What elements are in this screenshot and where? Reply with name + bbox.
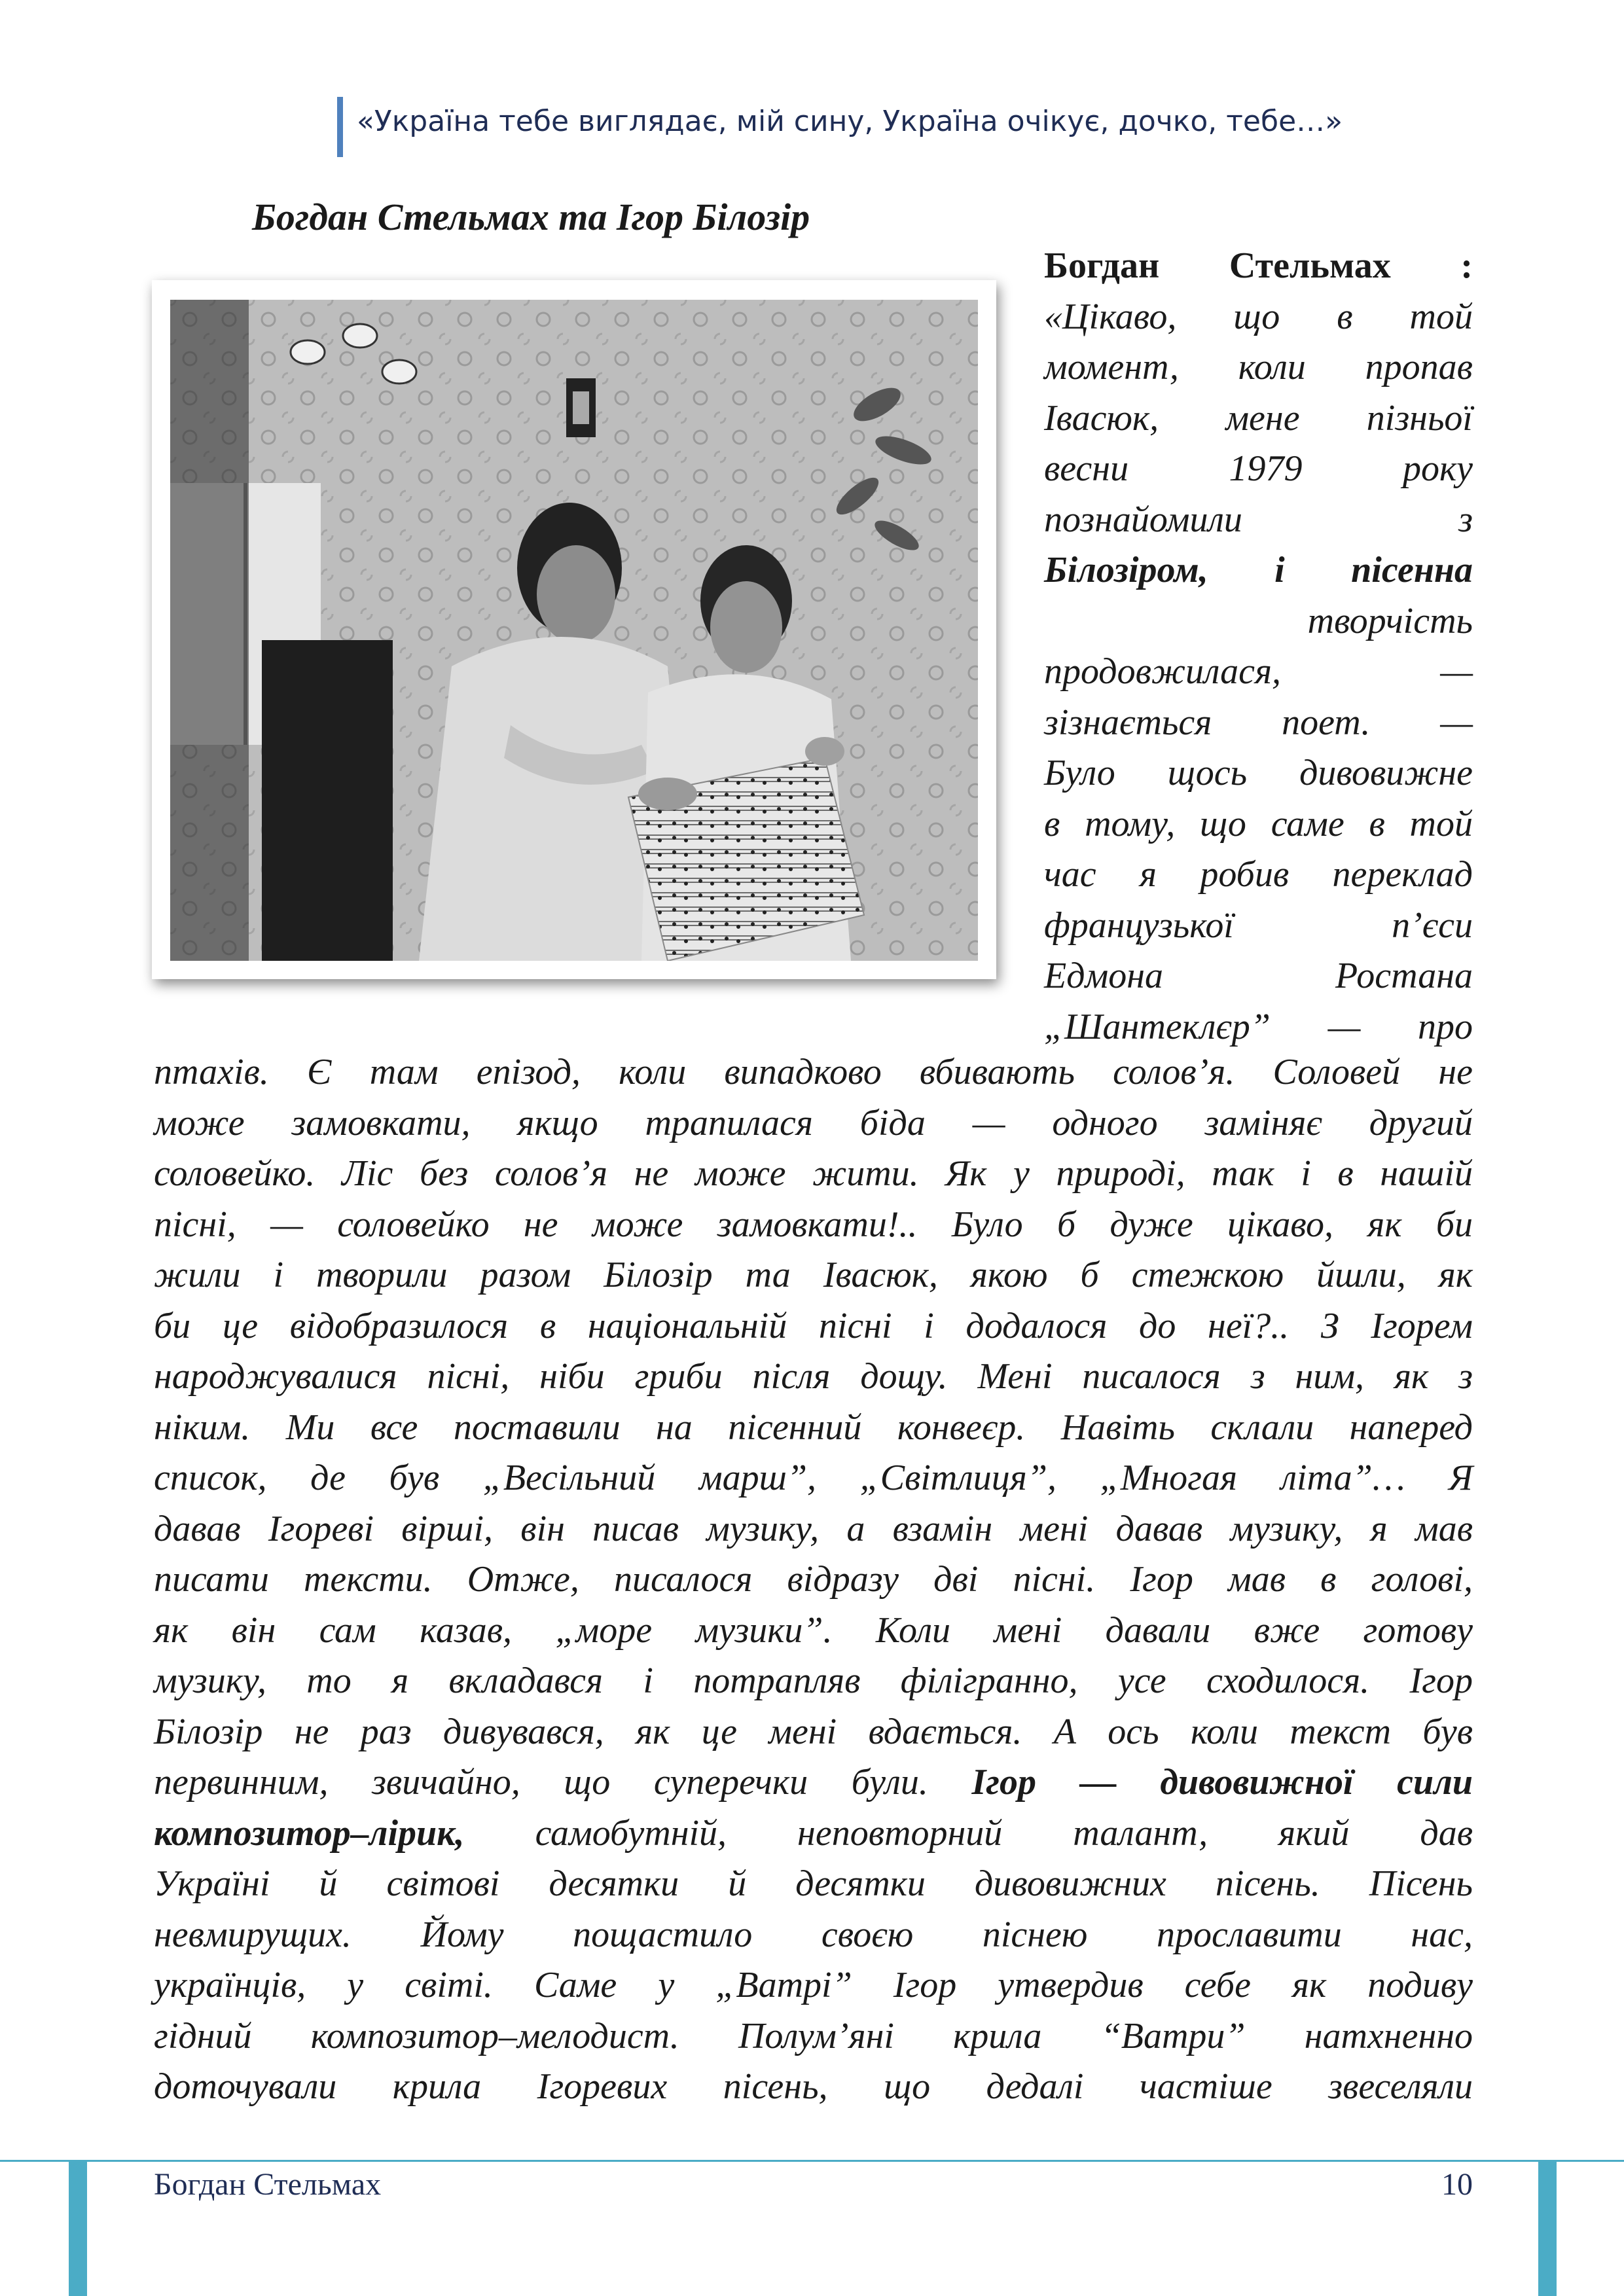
side-line: Було щось дивовижне <box>1044 753 1473 793</box>
body-line: Україні й світові десятки й десятки дивовижних пісень. Пісень <box>154 1863 1473 1904</box>
body-line: список, де був „Весільний марш”, „Світлиця”, „Многая літа”… Я <box>154 1458 1473 1498</box>
body-line: давав Ігореві вірші, він писав музику, а взамін мені давав музику, я мав <box>154 1508 1473 1549</box>
body-emphasis: Ігор — дивовижної сили <box>971 1762 1473 1803</box>
side-line: «Цікаво, що в той <box>1044 296 1473 337</box>
side-column-text <box>1044 241 1473 1052</box>
header-accent-bar <box>337 97 343 157</box>
body-line-mixed <box>154 1757 1473 1808</box>
body-line: Білозір не раз дивувався, як це мені вдається. А ось коли текст був <box>154 1711 1473 1752</box>
side-line: творчість <box>1307 600 1473 641</box>
side-line: час я робив переклад <box>1044 854 1473 895</box>
side-line: зізнається поет. — <box>1044 702 1473 743</box>
body-line: би це відобразилося в національній пісні і додалося до неї?.. З Ігорем <box>154 1305 1473 1346</box>
footer-rule <box>0 2160 1624 2162</box>
body-fragment: самобутній, неповторний талант, який дав <box>535 1812 1473 1854</box>
body-line: музику, то я вкладався і потрапляв філігранно, усе сходилося. Ігор <box>154 1660 1473 1701</box>
running-header-quote: «Україна тебе виглядає, мій сину, Україна очікує, дочко, тебе…» <box>357 105 1343 138</box>
body-line: птахів. Є там епізод, коли випадково вбивають солов’я. Соловей не <box>154 1052 1473 1092</box>
body-fragment: первинним, звичайно, що суперечки були. <box>154 1762 928 1803</box>
side-line: Білозіром, і пісенна <box>1044 550 1473 590</box>
body-line: соловейко. Ліс без солов’я не може жити. Як у природі, так і в нашій <box>154 1153 1473 1194</box>
body-line: жили і творили разом Білозір та Івасюк, якою б стежкою йшли, як <box>154 1255 1473 1295</box>
body-line: писати тексти. Отже, писалося відразу дві пісні. Ігор мав в голові, <box>154 1559 1473 1600</box>
side-line: в тому, що саме в той <box>1044 803 1473 844</box>
page-number: 10 <box>1441 2167 1473 2202</box>
body-line: невмирущих. Йому пощастило своєю піснею прославити нас, <box>154 1914 1473 1955</box>
body-line: доточували крила Ігоревих пісень, що дедалі частіше звеселяли <box>154 2066 1473 2107</box>
body-line: може замовкати, якщо трапилася біда — одного заміняє другий <box>154 1102 1473 1143</box>
body-line-mixed <box>154 1808 1473 1859</box>
side-line: Богдан Стельмах : <box>1044 245 1473 286</box>
side-line: познайомили з <box>1044 499 1473 540</box>
side-line: момент, коли пропав <box>1044 347 1473 387</box>
body-line: ніким. Ми все поставили на пісенний конвеєр. Навіть склали наперед <box>154 1407 1473 1448</box>
body-line: народжувалися пісні, ніби гриби після дощу. Мені писалося з ним, як з <box>154 1356 1473 1397</box>
section-title: Богдан Стельмах та Ігор Білозір <box>252 196 810 238</box>
side-line: Едмона Ростана <box>1044 956 1473 996</box>
side-line: Івасюк, мене пізньої <box>1044 397 1473 439</box>
photo-frame <box>152 280 996 979</box>
side-line: французької п’єси <box>1044 905 1473 946</box>
body-line: як він сам казав, „море музики”. Коли мені давали вже готову <box>154 1609 1473 1651</box>
side-line: продовжилася, — <box>1044 651 1473 692</box>
side-line: „Шантеклєр” — про <box>1044 1006 1473 1047</box>
footer-author: Богдан Стельмах <box>154 2167 382 2202</box>
footer-left-accent <box>69 2160 87 2296</box>
body-line: українців, у світі. Саме у „Ватрі” Ігор утвердив себе як подиву <box>154 1965 1473 2005</box>
photo-two-men-reading-sheet-music <box>170 300 978 961</box>
body-line: гідний композитор–мелодист. Полум’яні крила “Ватри” натхненно <box>154 2015 1473 2056</box>
side-line: весни 1979 року <box>1044 448 1473 489</box>
body-line: пісні, — соловейко не може замовкати!.. Було б дуже цікаво, як би <box>154 1204 1473 1245</box>
body-text <box>154 1047 1473 2113</box>
body-emphasis: композитор–лірик, <box>154 1812 465 1854</box>
footer-right-accent <box>1538 2160 1557 2296</box>
